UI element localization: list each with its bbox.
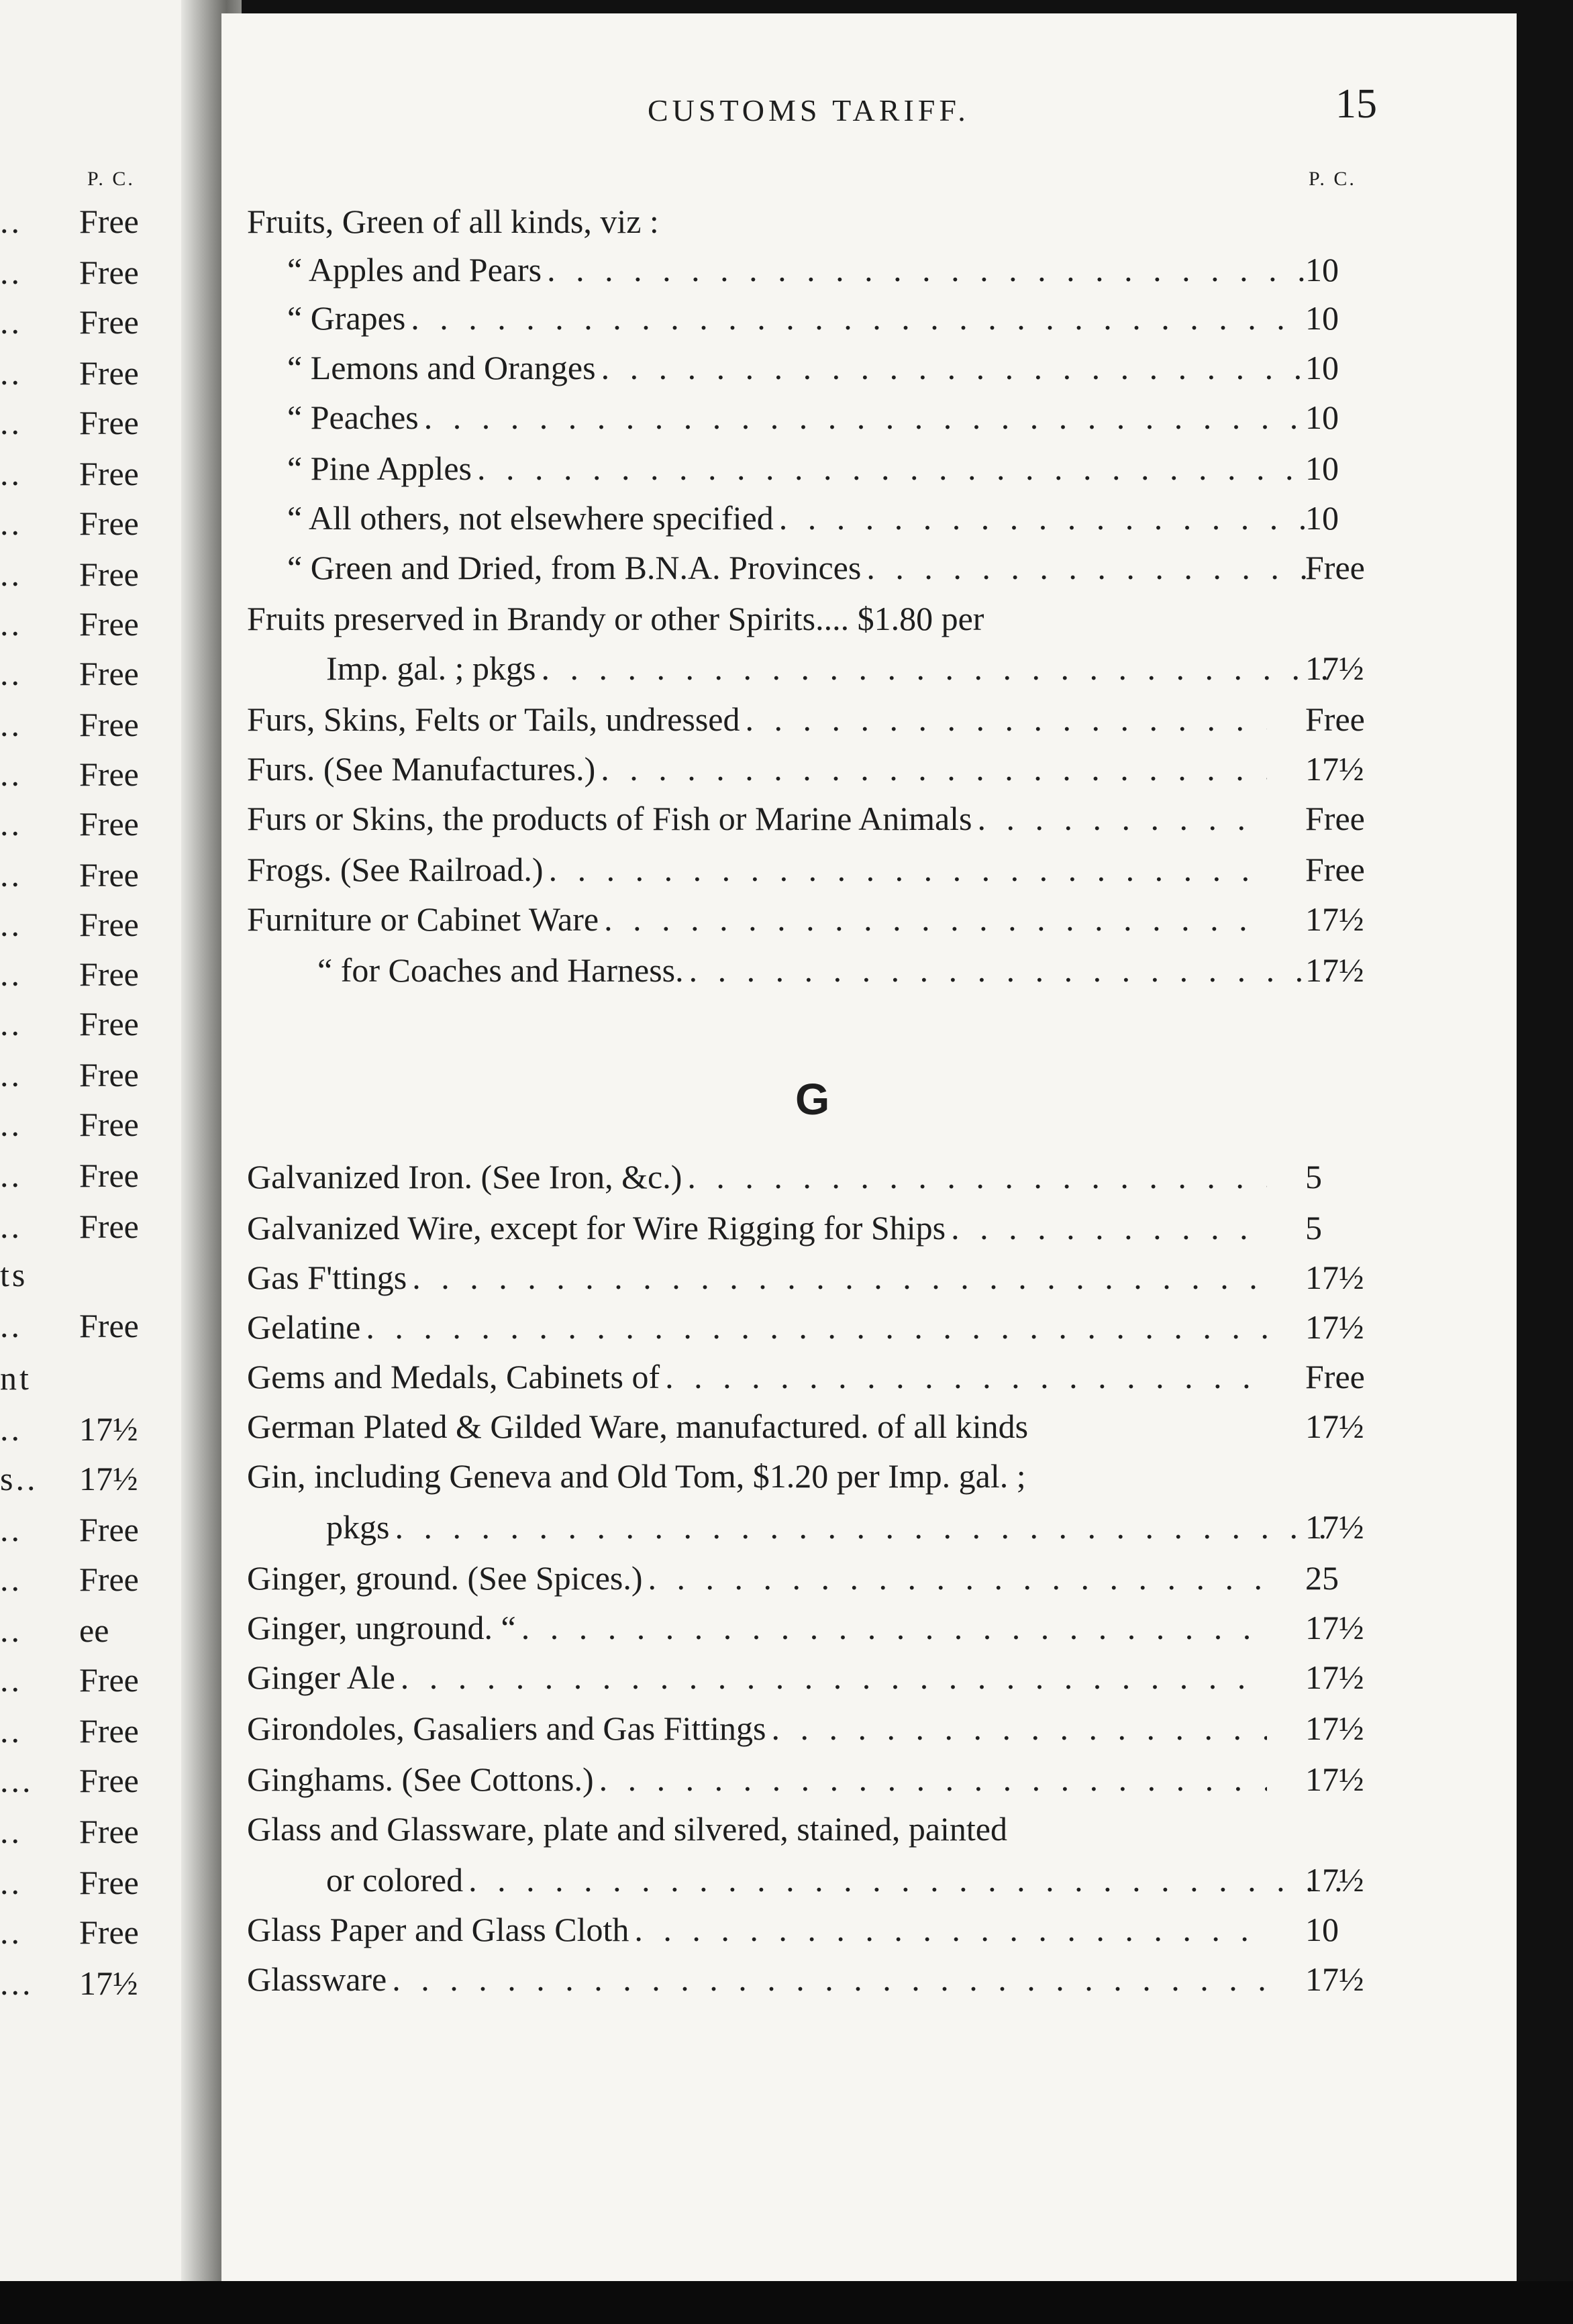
dot-leader [392, 1959, 1267, 1999]
tariff-entry [247, 250, 1307, 290]
page-number: 15 [1335, 81, 1377, 127]
left-row-rate: Free [79, 303, 139, 341]
left-row-rate: Free [79, 605, 139, 643]
entry-rate: Free [1305, 549, 1365, 586]
dot-leader [468, 1860, 1346, 1900]
left-row-rate: Free [79, 755, 139, 793]
dot-leader [547, 250, 1307, 290]
left-row-rate: Free [79, 1056, 139, 1094]
dot-leader [541, 648, 1346, 688]
entry-rate: 17½ [1305, 1308, 1364, 1346]
entry-rate: Free [1305, 1358, 1365, 1395]
entry-text: or colored [326, 1861, 464, 1899]
left-row-rate: ee [79, 1612, 109, 1649]
left-row-lead: .. [0, 1864, 22, 1901]
entry-text: Furs, Skins, Felts or Tails, undressed [247, 700, 740, 738]
left-row-rate: Free [79, 354, 139, 392]
tariff-entry [247, 648, 1346, 688]
dot-leader [978, 798, 1267, 839]
section-letter: G [795, 1074, 830, 1124]
entry-text: Ginger, unground. “ [247, 1609, 516, 1646]
left-row-lead: .. [0, 906, 22, 943]
left-row-lead: .. [0, 354, 22, 392]
entry-rate: 17½ [1305, 1408, 1364, 1445]
left-row-rate: Free [79, 1813, 139, 1850]
entry-text: German Plated & Gilded Ware, manufactured. of all kinds [247, 1408, 1029, 1445]
left-row-rate: Free [79, 404, 139, 441]
tariff-entry [247, 1809, 1267, 1849]
entry-rate: 17½ [1305, 1709, 1364, 1747]
entry-rate: 17½ [1305, 1960, 1364, 1998]
left-row-lead: .. [0, 1106, 22, 1143]
dot-leader [411, 298, 1307, 338]
entry-rate: 17½ [1305, 750, 1364, 788]
left-row-rate: Free [79, 1913, 139, 1951]
entry-rate: 17½ [1305, 1658, 1364, 1696]
dot-leader [746, 699, 1268, 739]
tariff-entry [247, 1558, 1267, 1598]
tariff-entry [247, 448, 1307, 488]
dot-leader [395, 1507, 1346, 1547]
left-row-lead: ts [0, 1256, 28, 1293]
left-row-lead: ... [0, 1762, 34, 1799]
entry-text: Fruits, Green of all kinds, viz : [247, 203, 659, 240]
entry-text: Gas F'ttings [247, 1259, 407, 1296]
tariff-entry [247, 547, 1307, 588]
left-row-rate: Free [79, 455, 139, 492]
left-row-lead: .. [0, 1511, 22, 1548]
dot-leader [401, 1657, 1267, 1697]
left-row-rate: Free [79, 556, 139, 593]
entry-text: Gems and Medals, Cabinets of [247, 1358, 660, 1395]
entry-rate: 10 [1305, 499, 1339, 537]
entry-rate: 17½ [1305, 1508, 1364, 1546]
left-row-lead: ... [0, 1964, 34, 2002]
left-row-lead: .. [0, 755, 22, 793]
dot-leader [648, 1558, 1267, 1598]
left-row-rate: Free [79, 1864, 139, 1901]
entry-text: “ for Coaches and Harness. [317, 951, 684, 989]
left-column-header: P. C. [87, 168, 135, 190]
entry-text: “ Apples and Pears [287, 251, 542, 288]
running-head: CUSTOMS TARIFF. [648, 93, 970, 127]
entry-text: Girondoles, Gasaliers and Gas Fittings [247, 1709, 766, 1747]
scan-border [0, 2281, 1573, 2324]
dot-leader [687, 1157, 1267, 1197]
left-row-lead: .. [0, 605, 22, 643]
entry-text: Imp. gal. ; pkgs [326, 649, 536, 687]
dot-leader [866, 547, 1307, 588]
tariff-entry [247, 1357, 1267, 1397]
left-row-rate: Free [79, 706, 139, 743]
tariff-entry [247, 899, 1267, 939]
entry-text: Galvanized Wire, except for Wire Rigging for Ships [247, 1209, 946, 1247]
left-row-rate: Free [79, 1307, 139, 1344]
left-row-lead: .. [0, 805, 22, 843]
left-row-lead: .. [0, 1307, 22, 1344]
dot-leader [665, 1357, 1267, 1397]
left-row-rate: Free [79, 1762, 139, 1799]
left-row-rate: Free [79, 1712, 139, 1750]
entry-text: Galvanized Iron. (See Iron, &c.) [247, 1158, 682, 1196]
dot-leader [366, 1307, 1267, 1347]
left-row-lead: .. [0, 455, 22, 492]
dot-leader [601, 749, 1267, 789]
dot-leader [412, 1257, 1267, 1298]
entry-text: “ Pine Apples [287, 450, 472, 487]
entry-rate: 10 [1305, 349, 1339, 386]
left-row-lead: .. [0, 203, 22, 240]
left-row-rate: 17½ [79, 1410, 138, 1448]
tariff-entry [247, 598, 1267, 639]
entry-text: “ Grapes [287, 299, 406, 337]
entry-text: Ginger, ground. (See Spices.) [247, 1559, 643, 1597]
left-row-lead: .. [0, 1813, 22, 1850]
left-row-lead: .. [0, 655, 22, 692]
rate-column-header: P. C. [1309, 168, 1356, 190]
tariff-entry [247, 1959, 1267, 1999]
left-row-rate: Free [79, 1157, 139, 1194]
tariff-entry [247, 201, 1267, 242]
left-row-lead: .. [0, 1612, 22, 1649]
entry-rate: 10 [1305, 1911, 1339, 1948]
tariff-entry [247, 849, 1267, 890]
left-row-lead: nt [0, 1359, 32, 1397]
entry-text: Gelatine [247, 1308, 361, 1346]
left-row-rate: Free [79, 805, 139, 843]
left-row-rate: Free [79, 955, 139, 993]
tariff-entry [247, 1157, 1267, 1197]
tariff-entry [247, 298, 1307, 338]
dot-leader [951, 1208, 1267, 1248]
left-row-rate: Free [79, 1005, 139, 1043]
entry-text: pkgs [326, 1508, 390, 1546]
entry-text: Ginghams. (See Cottons.) [247, 1760, 594, 1798]
dot-leader [689, 950, 1337, 990]
entry-text: Furs or Skins, the products of Fish or Marine Animals [247, 800, 972, 837]
left-row-lead: .. [0, 1661, 22, 1699]
left-row-rate: Free [79, 655, 139, 692]
tariff-entry [247, 1657, 1267, 1697]
left-row-lead: .. [0, 1913, 22, 1951]
left-row-lead: .. [0, 1712, 22, 1750]
dot-leader [521, 1607, 1267, 1648]
dot-leader [779, 498, 1307, 538]
entry-rate: 10 [1305, 251, 1339, 288]
left-row-lead: .. [0, 556, 22, 593]
left-row-lead: .. [0, 303, 22, 341]
entry-text: Gin, including Geneva and Old Tom, $1.20 per Imp. gal. ; [247, 1457, 1026, 1495]
tariff-entry [247, 498, 1307, 538]
tariff-entry [247, 1307, 1267, 1347]
entry-rate: Free [1305, 851, 1365, 888]
left-row-rate: Free [79, 856, 139, 894]
dot-leader [604, 899, 1267, 939]
tariff-entry [247, 1607, 1267, 1648]
entry-rate: 5 [1305, 1209, 1322, 1247]
entry-rate: Free [1305, 800, 1365, 837]
tariff-entry [247, 1208, 1267, 1248]
tariff-entry [247, 1860, 1346, 1900]
tariff-entry [247, 397, 1307, 437]
entry-rate: 17½ [1305, 1760, 1364, 1798]
left-row-lead: .. [0, 856, 22, 894]
entry-text: Glass and Glassware, plate and silvered, stained, painted [247, 1810, 1007, 1848]
entry-text: Furs. (See Manufactures.) [247, 750, 596, 788]
entry-rate: 10 [1305, 299, 1339, 337]
tariff-entry [247, 749, 1267, 789]
left-row-rate: Free [79, 906, 139, 943]
dot-leader [601, 348, 1307, 388]
left-row-lead: .. [0, 706, 22, 743]
left-row-rate: Free [79, 1106, 139, 1143]
tariff-entry [247, 798, 1267, 839]
left-row-rate: 17½ [79, 1964, 138, 2002]
left-row-rate: Free [79, 1511, 139, 1548]
entry-rate: 17½ [1305, 1609, 1364, 1646]
left-row-lead: s.. [0, 1460, 38, 1497]
left-row-rate: Free [79, 203, 139, 240]
dot-leader [599, 1759, 1267, 1799]
left-row-rate: 17½ [79, 1460, 138, 1497]
entry-rate: 17½ [1305, 1861, 1364, 1899]
tariff-entry [247, 1708, 1267, 1748]
left-row-lead: .. [0, 1157, 22, 1194]
dot-leader [549, 849, 1267, 890]
entry-text: “ Green and Dried, from B.N.A. Provinces [287, 549, 862, 586]
left-row-lead: .. [0, 404, 22, 441]
tariff-entry [247, 1507, 1346, 1547]
left-row-rate: Free [79, 254, 139, 291]
entry-rate: 17½ [1305, 1259, 1364, 1296]
left-row-rate: Free [79, 1208, 139, 1245]
left-row-lead: .. [0, 1005, 22, 1043]
left-row-rate: Free [79, 505, 139, 542]
dot-leader [424, 397, 1307, 437]
tariff-entry [247, 1257, 1267, 1298]
entry-text: Ginger Ale [247, 1658, 395, 1696]
tariff-entry [247, 1909, 1267, 1950]
left-row-lead: .. [0, 1410, 22, 1448]
entry-text: Fruits preserved in Brandy or other Spirits.... $1.80 per [247, 600, 984, 637]
entry-text: “ All others, not elsewhere specified [287, 499, 774, 537]
tariff-entry [247, 1456, 1267, 1496]
entry-rate: 10 [1305, 399, 1339, 436]
left-row-rate: Free [79, 1561, 139, 1598]
tariff-entry [247, 699, 1267, 739]
entry-rate: Free [1305, 700, 1365, 738]
tariff-entry [247, 348, 1307, 388]
tariff-entry [247, 1406, 1267, 1446]
entry-rate: 17½ [1305, 649, 1364, 687]
left-row-lead: .. [0, 505, 22, 542]
entry-text: Glass Paper and Glass Cloth [247, 1911, 629, 1948]
entry-text: Frogs. (See Railroad.) [247, 851, 544, 888]
left-row-lead: .. [0, 254, 22, 291]
dot-leader [477, 448, 1307, 488]
entry-rate: 17½ [1305, 900, 1364, 938]
entry-text: “ Peaches [287, 399, 419, 436]
entry-rate: 10 [1305, 450, 1339, 487]
entry-text: “ Lemons and Oranges [287, 349, 596, 386]
dot-leader [634, 1909, 1267, 1950]
tariff-entry [247, 1759, 1267, 1799]
dot-leader [772, 1708, 1267, 1748]
left-row-lead: .. [0, 1056, 22, 1094]
tariff-entry [247, 950, 1337, 990]
entry-rate: 17½ [1305, 951, 1364, 989]
entry-rate: 5 [1305, 1158, 1322, 1196]
left-row-lead: .. [0, 1208, 22, 1245]
left-facing-page [0, 0, 205, 2324]
entry-rate: 25 [1305, 1559, 1339, 1597]
left-row-lead: .. [0, 955, 22, 993]
left-row-rate: Free [79, 1661, 139, 1699]
left-row-lead: .. [0, 1561, 22, 1598]
entry-text: Glassware [247, 1960, 387, 1998]
entry-text: Furniture or Cabinet Ware [247, 900, 599, 938]
